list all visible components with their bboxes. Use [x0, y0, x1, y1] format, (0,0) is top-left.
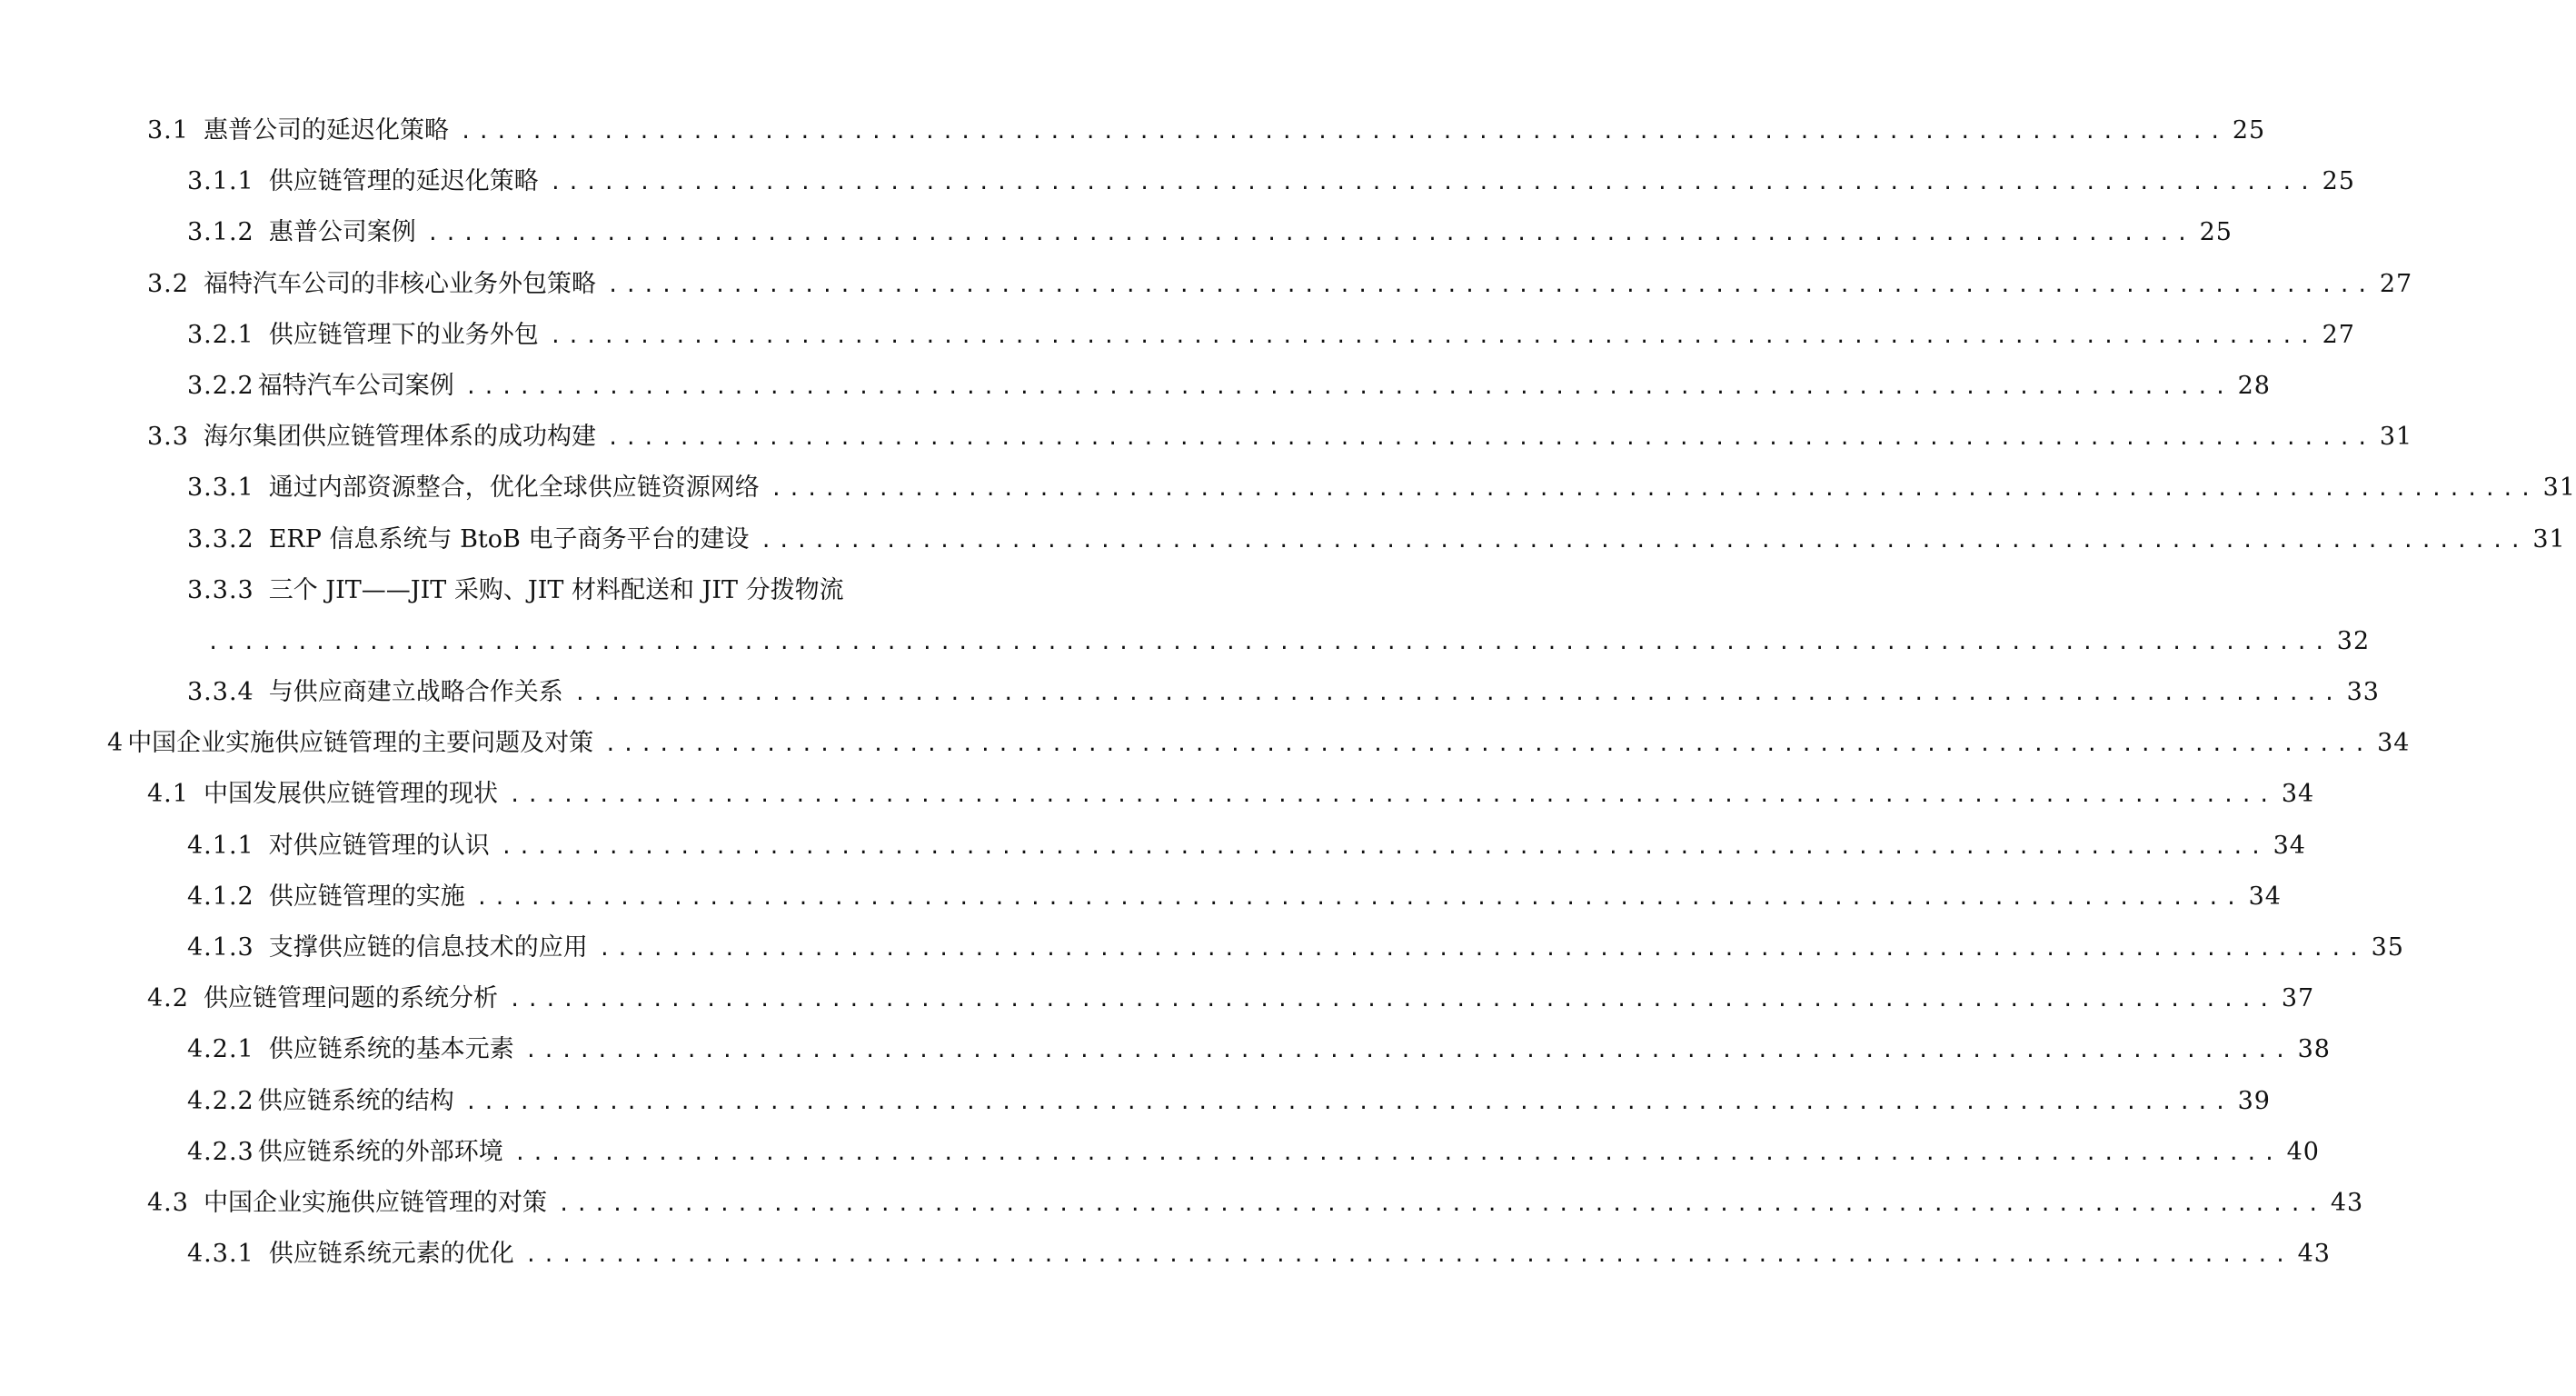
toc-page-number: 31 — [2379, 423, 2413, 452]
toc-entry[interactable] — [0, 105, 2266, 156]
toc-title: 供应链管理的延迟化策略 — [268, 167, 539, 196]
toc-entry[interactable] — [0, 259, 2413, 310]
toc-title: 供应链管理的实施 — [268, 882, 465, 911]
toc-title: 惠普公司的延迟化策略 — [203, 116, 449, 145]
toc-number: 4.2.1 — [187, 1035, 254, 1064]
toc-title: 通过内部资源整合，优化全球供应链资源网络 — [268, 474, 760, 503]
dot-leader: ................................................................................................... — [598, 938, 2366, 962]
toc-title: 供应链管理下的业务外包 — [268, 320, 539, 349]
toc-number: 4 — [107, 729, 124, 758]
dot-leader: ................................................................................................... — [557, 1192, 2325, 1216]
toc-page-number: 34 — [2248, 882, 2282, 911]
dot-leader: ................................................................................................... — [549, 324, 2317, 348]
toc-page-number: 28 — [2237, 371, 2271, 400]
toc-title: 支撑供应链的信息技术的应用 — [268, 933, 588, 962]
dot-leader: ................................................................................................... — [513, 1142, 2282, 1165]
toc-entry[interactable] — [0, 361, 2271, 412]
toc-number: 3.3.1 — [187, 474, 254, 503]
toc-number: 4.2.2 — [187, 1086, 254, 1115]
toc-page-number: 25 — [2322, 167, 2355, 196]
toc-title: 惠普公司案例 — [268, 218, 416, 247]
toc-page-number: 32 — [2336, 626, 2371, 655]
toc-page-number: 39 — [2237, 1086, 2271, 1115]
dot-leader: ................................................................................................... — [606, 427, 2374, 451]
toc-page-number: 37 — [2281, 984, 2315, 1013]
toc-number: 4.1 — [147, 780, 189, 809]
toc-number: 3.1.2 — [187, 218, 254, 247]
dot-leader: ................................................................................................... — [475, 886, 2243, 910]
dot-leader: ................................................................................................... — [500, 835, 2268, 859]
toc-title: 海尔集团供应链管理体系的成功构建 — [203, 423, 596, 452]
toc-number: 4.3 — [147, 1188, 189, 1217]
dot-leader: ................................................................................................... — [760, 529, 2528, 553]
toc-page-number: 38 — [2297, 1035, 2331, 1064]
dot-leader: ................................................................................................... — [508, 784, 2276, 808]
toc-number: 3.1 — [147, 116, 189, 145]
toc-page-number: 31 — [2542, 474, 2576, 503]
toc-entry[interactable] — [0, 821, 2306, 872]
toc-title: 福特汽车公司的非核心业务外包策略 — [203, 269, 596, 298]
toc-entry[interactable] — [0, 1178, 2364, 1229]
toc-number: 4.1.3 — [187, 933, 254, 962]
toc-number: 3.3 — [147, 423, 189, 452]
toc-title: 供应链系统的外部环境 — [257, 1137, 503, 1166]
toc-title: 供应链系统的结构 — [257, 1086, 454, 1115]
toc-entry[interactable] — [0, 156, 2355, 207]
toc-number: 4.1.2 — [187, 882, 254, 911]
toc-title: 供应链系统元素的优化 — [268, 1240, 514, 1269]
toc-page-number: 35 — [2371, 933, 2404, 962]
toc-title: 供应链系统的基本元素 — [268, 1035, 514, 1064]
toc-entry[interactable] — [0, 667, 2380, 718]
toc-entry[interactable] — [0, 1229, 2331, 1280]
toc-page-number: 25 — [2199, 218, 2233, 247]
toc-number: 3.3.4 — [187, 678, 254, 707]
toc-page-number: 34 — [2273, 831, 2306, 860]
toc-page-number: 34 — [2377, 729, 2411, 758]
table-of-contents — [0, 105, 2576, 1280]
toc-page-number: 43 — [2297, 1240, 2331, 1269]
toc-number: 3.2.2 — [187, 371, 254, 400]
toc-entry[interactable] — [0, 207, 2233, 258]
toc-number: 3.1.1 — [187, 167, 254, 196]
toc-page-number: 27 — [2379, 269, 2413, 298]
toc-page-number: 33 — [2346, 678, 2380, 707]
dot-leader: ................................................................................................... — [508, 989, 2276, 1012]
toc-number: 3.3.3 — [187, 575, 254, 604]
dot-leader: ................................................................................................... — [426, 223, 2194, 246]
toc-page-number: 27 — [2322, 320, 2355, 349]
dot-leader: ....................................................................................................................... — [207, 631, 2332, 654]
toc-entry[interactable] — [0, 565, 2371, 667]
toc-title: 福特汽车公司案例 — [257, 371, 454, 400]
toc-number: 4.3.1 — [187, 1240, 254, 1269]
toc-entry[interactable] — [0, 872, 2282, 922]
dot-leader: ................................................................................................... — [573, 683, 2342, 706]
toc-entry[interactable] — [0, 973, 2315, 1024]
toc-title: 与供应商建立战略合作关系 — [268, 678, 563, 707]
toc-entry[interactable] — [0, 922, 2404, 973]
dot-leader: ................................................................................................... — [604, 733, 2372, 757]
toc-number: 4.2 — [147, 984, 189, 1013]
dot-leader: ................................................................................................... — [606, 274, 2374, 297]
toc-title: 供应链管理问题的系统分析 — [203, 984, 498, 1013]
toc-title: 中国企业实施供应链管理的对策 — [203, 1188, 547, 1217]
dot-leader: ................................................................................................... — [464, 375, 2233, 399]
toc-entry[interactable] — [0, 1076, 2271, 1127]
toc-number: 3.2.1 — [187, 320, 254, 349]
toc-title: 中国企业实施供应链管理的主要问题及对策 — [127, 729, 594, 758]
dot-leader: ................................................................................................... — [770, 478, 2538, 502]
toc-page-number: 40 — [2286, 1137, 2320, 1166]
toc-entry[interactable] — [0, 718, 2411, 769]
toc-title: 对供应链管理的认识 — [268, 831, 490, 860]
toc-entry[interactable] — [0, 1024, 2331, 1075]
toc-number: 4.2.3 — [187, 1137, 254, 1166]
toc-entry[interactable] — [0, 1127, 2320, 1178]
toc-entry[interactable] — [0, 463, 2576, 514]
toc-number: 3.2 — [147, 269, 189, 298]
toc-entry[interactable] — [0, 514, 2566, 565]
dot-leader: ................................................................................................... — [464, 1091, 2233, 1114]
toc-entry[interactable] — [0, 412, 2413, 463]
toc-entry[interactable] — [0, 310, 2355, 361]
dot-leader: ................................................................................................... — [524, 1244, 2293, 1268]
toc-page-number: 43 — [2330, 1188, 2364, 1217]
toc-title: 三个 JIT——JIT 采购、JIT 材料配送和 JIT 分拨物流 — [268, 575, 844, 604]
toc-page-number: 34 — [2281, 780, 2315, 809]
dot-leader: ................................................................................................... — [459, 121, 2227, 144]
toc-page-number: 25 — [2232, 116, 2266, 145]
toc-page-number: 31 — [2532, 524, 2566, 553]
toc-number: 4.1.1 — [187, 831, 254, 860]
toc-title: ERP 信息系统与 BtoB 电子商务平台的建设 — [268, 524, 750, 553]
toc-title: 中国发展供应链管理的现状 — [203, 780, 498, 809]
dot-leader: ................................................................................................... — [524, 1040, 2293, 1063]
toc-number: 3.3.2 — [187, 524, 254, 553]
dot-leader: ................................................................................................... — [549, 172, 2317, 195]
toc-entry[interactable] — [0, 769, 2315, 820]
